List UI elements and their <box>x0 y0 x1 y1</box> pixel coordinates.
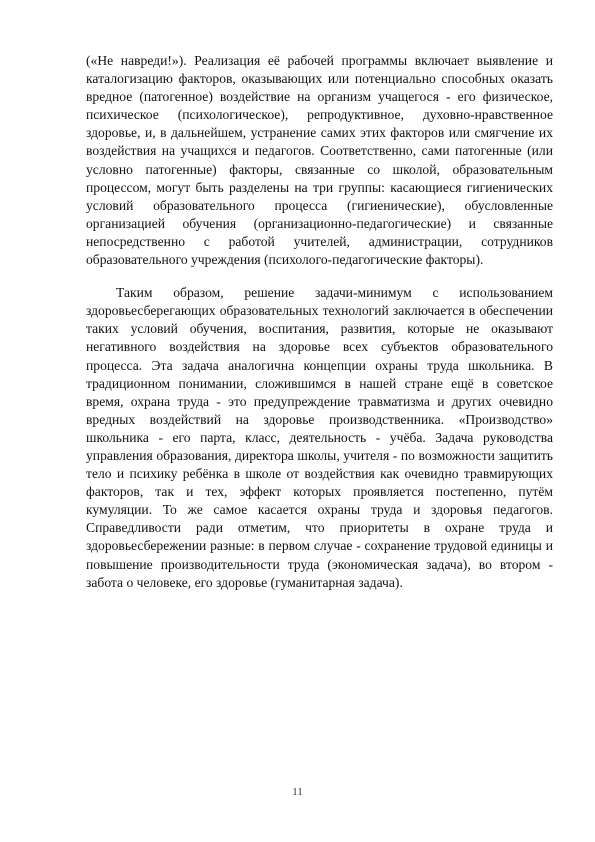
paragraph-main: Таким образом, решение задачи-минимум с использованием здоровьесберегающих образовательных технологий заключается в обеспечении таких условий обучения, воспитания, развития, которые не оказывают негативного воздействия на здоровье всех субъектов образовательного процесса. Эта задача аналогична концепции охраны труда школьника. В традиционном понимании, сложившимся в нашей стране ещё в советское время, охрана труда - это предупреждение травматизма и других очевидно вредных воздействий на здоровье производственника. «Производство» школьника - его парта, класс, деятельность - учёба. Задача руководства управления образования, директора школы, учителя - по возможности защитить тело и психику ребёнка в школе от воздействия как очевидно травмирующих факторов, так и тех, эффект которых проявляется постепенно, путём кумуляции. То же самое касается охраны труда и здоровья педагогов. Справедливости ради отметим, что приоритеты в охране труда и здоровьесбережении разные: в первом случае - сохранение трудовой единицы и повышение производительности труда (экономическая задача), во втором - забота о человеке, его здоровье (гуманитарная задача). <box>86 285 553 590</box>
page-number: 11 <box>292 786 303 798</box>
paragraph-gap <box>86 269 553 284</box>
document-body <box>86 52 553 592</box>
paragraph-continued: («Не навреди!»). Реализация её рабочей программы включает выявление и каталогизацию факторов, оказывающих или потенциально способных оказать вредное (патогенное) воздействие на организм учащегося - его физическое, психическое (психологическое), репродуктивное, духовно-нравственное здоровье, и, в дальнейшем, устранение самих этих факторов или смягчение их воздействия на учащихся и педагогов. Соответственно, сами патогенные (или условно патогенные) факторы, связанные со школой, образовательным процессом, могут быть разделены на три группы: касающиеся гигиенических условий образовательного процесса (гигиенические), обусловленные организацией обучения (организационно-педагогические) и связанные непосредственно с работой учителей, администрации, сотрудников образовательного учреждения (психолого-педагогические факторы). <box>86 53 553 268</box>
